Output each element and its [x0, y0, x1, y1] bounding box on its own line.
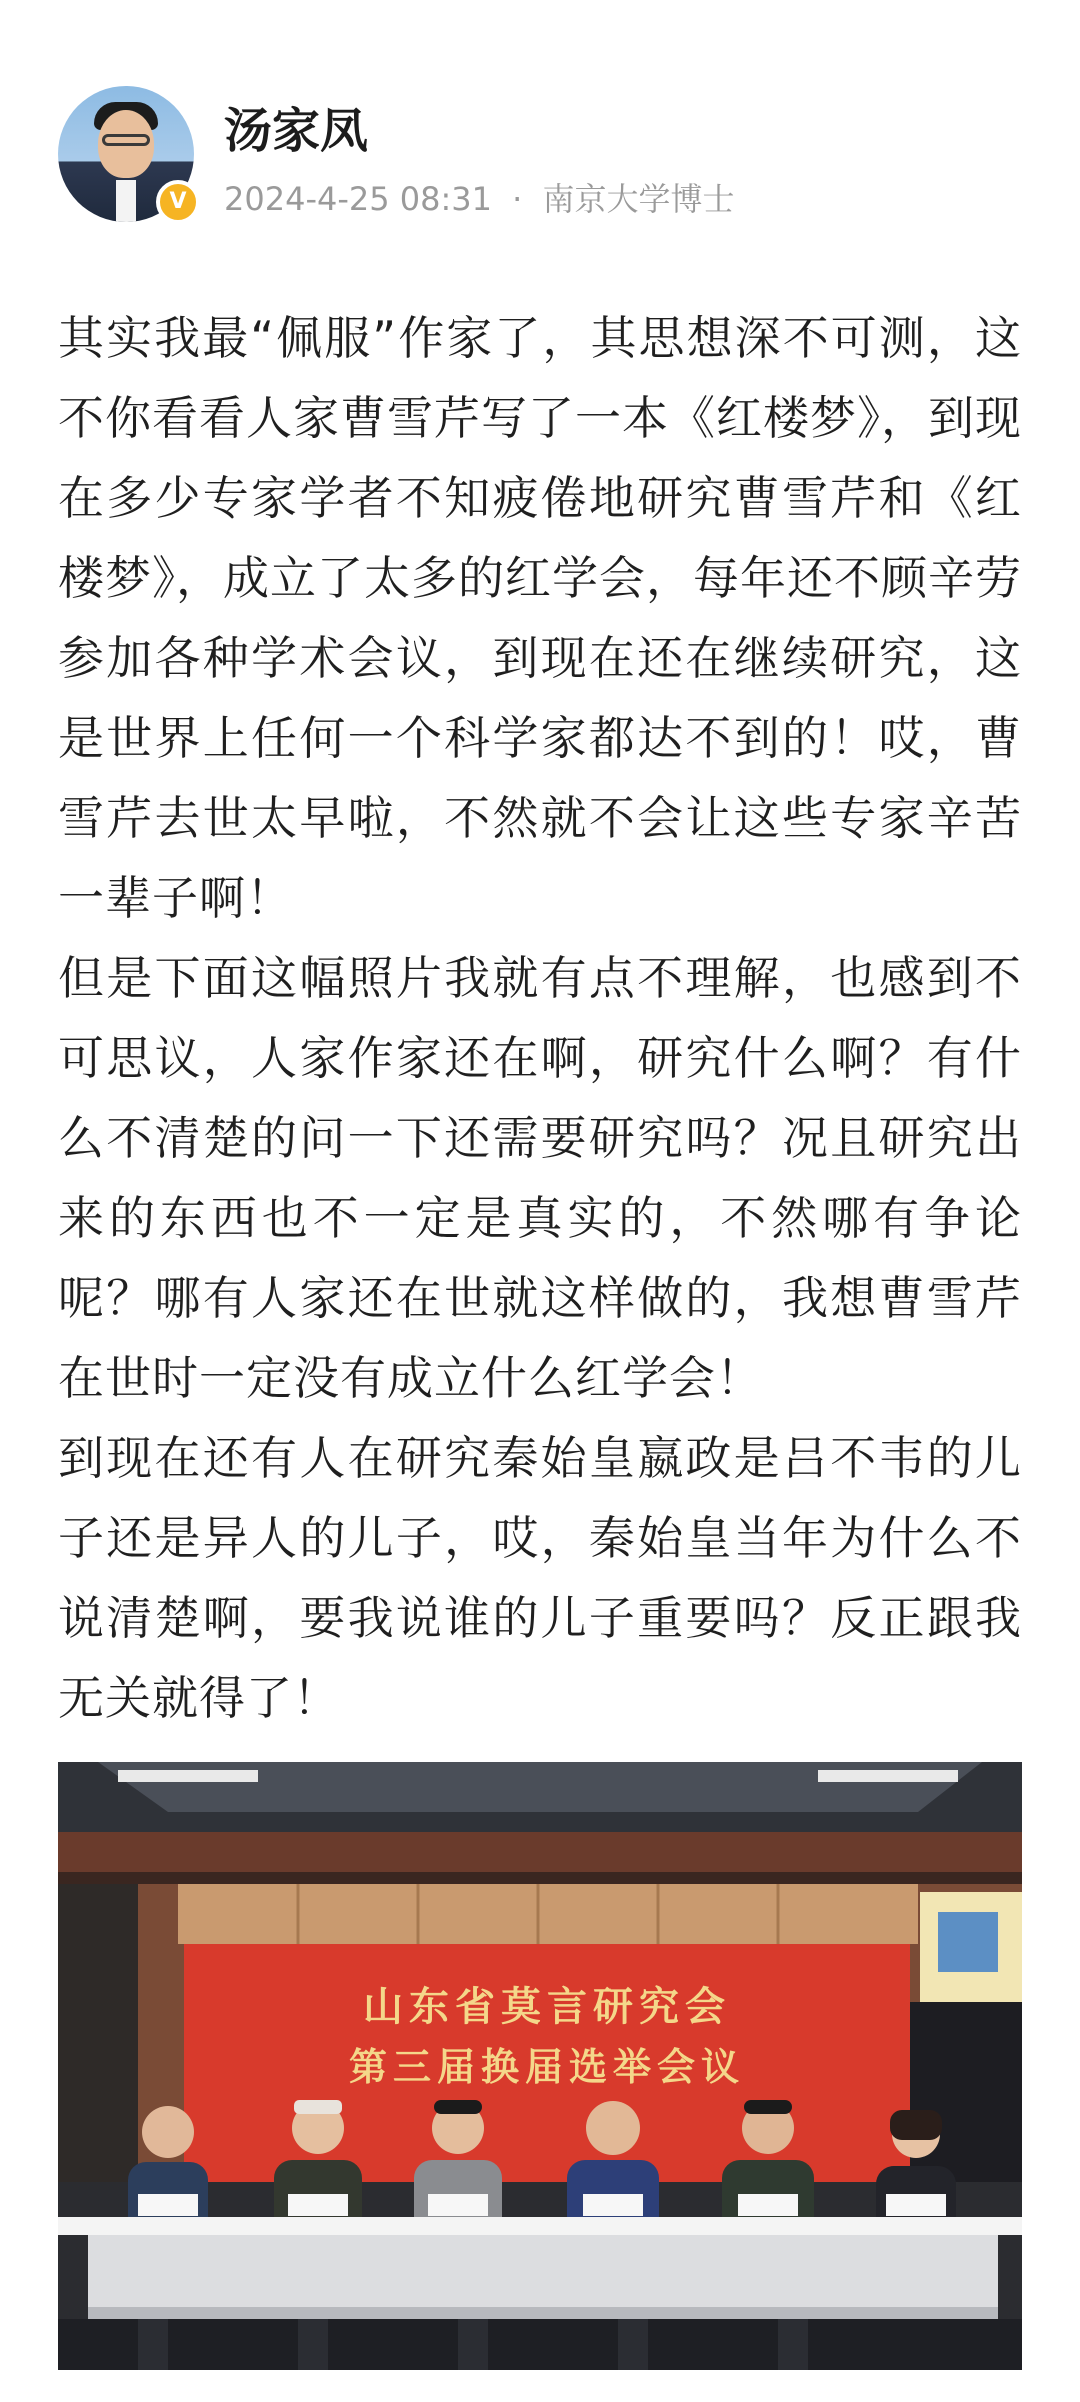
banner-title-line2: 第三届换届选举会议	[348, 2044, 746, 2089]
author-name[interactable]: 汤家凤	[224, 103, 369, 159]
post-photo[interactable]	[58, 1762, 1022, 2370]
post-body	[58, 298, 1022, 1738]
post-header	[58, 86, 1022, 226]
author-avatar[interactable]	[58, 86, 198, 226]
post-paragraph-2: 但是下面这幅照片我就有点不理解，也感到不可思议，人家作家还在啊，研究什么啊？有什么不清楚的问一下还需要研究吗？况且研究出来的东西也不一定是真实的，不然哪有争论呢？哪有人家还在世就这样做的，我想曹雪芹在世时一定没有成立什么红学会！	[58, 951, 1022, 1405]
post-paragraph-1: 其实我最“佩服”作家了，其思想深不可测，这不你看看人家曹雪芹写了一本《红楼梦》，到现在多少专家学者不知疲倦地研究曹雪芹和《红楼梦》，成立了太多的红学会，每年还不顾辛劳参加各种学术会议，到现在还在继续研究，这是世界上任何一个科学家都达不到的！哎，曹雪芹去世太早啦，不然就不会让这些专家辛苦一辈子啊！	[58, 311, 1022, 925]
author-source-tag: 南京大学博士	[542, 180, 735, 218]
meta-separator: ·	[512, 180, 523, 218]
meeting-photo-illustration	[58, 1762, 1022, 2370]
post-meta	[224, 174, 735, 220]
verified-badge-icon: V	[156, 180, 200, 224]
banner-title-line1: 山东省莫言研究会	[363, 1983, 731, 2030]
post-paragraph-3: 到现在还有人在研究秦始皇嬴政是吕不韦的儿子还是异人的儿子，哎，秦始皇当年为什么不说清楚啊，要我说谁的儿子重要吗？反正跟我无关就得了！	[58, 1431, 1022, 1725]
post-timestamp: 2024-4-25 08:31	[224, 180, 492, 218]
